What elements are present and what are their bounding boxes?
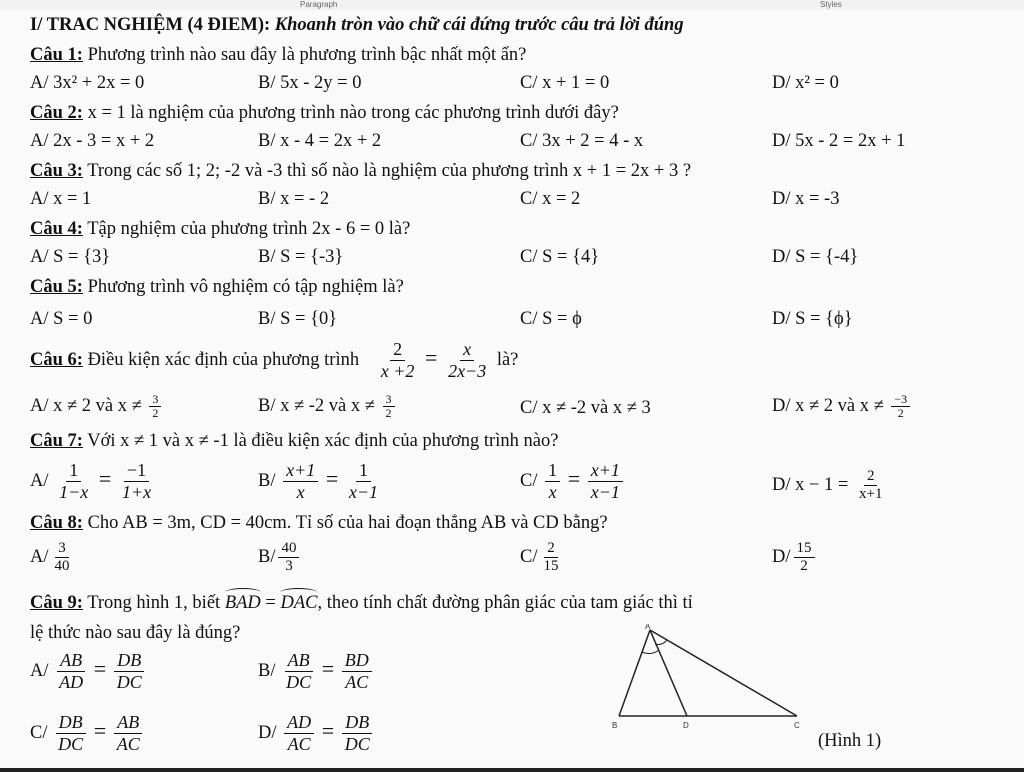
q3-option-d[interactable]: D/ x = -3 xyxy=(772,189,840,209)
q3-option-c[interactable]: C/ x = 2 xyxy=(520,189,581,209)
question-2-text: x = 1 là nghiệm của phương trình nào trong các phương trình dưới đây? xyxy=(87,103,619,123)
q4-option-d[interactable]: D/ S = {-4} xyxy=(772,247,859,267)
q6-option-d-text: D/ x ≠ 2 và x ≠ xyxy=(772,395,884,416)
question-9-text-post: , theo tính chất đường phân giác của tam giác thì tỉ xyxy=(317,593,693,613)
segment-ac xyxy=(650,630,797,716)
question-9-label: Câu 9: xyxy=(30,593,83,613)
ribbon-bar xyxy=(0,0,1024,10)
q6-option-b-text: B/ x ≠ -2 và x ≠ xyxy=(258,395,375,416)
heading-instruction: Khoanh tròn vào chữ cái đứng trước câu trả lời đúng xyxy=(274,15,684,35)
q5-option-a[interactable]: A/ S = 0 xyxy=(30,309,93,329)
q6-lhs-numerator: 2 xyxy=(390,339,405,361)
question-1-text: Phương trình nào sau đây là phương trình bậc nhất một ẩn? xyxy=(87,45,527,65)
triangle-figure xyxy=(605,624,825,734)
q7-option-a[interactable]: A/ $\frac{1}{1-x}$ = $\frac{-1}{1+x}$ xyxy=(30,460,152,502)
question-6-text: Điều kiện xác định của phương trình xyxy=(87,350,360,370)
question-5 xyxy=(30,276,404,298)
q4-option-c[interactable]: C/ S = {4} xyxy=(520,247,600,267)
question-2-label: Câu 2: xyxy=(30,103,83,123)
heading-prefix: I/ TRAC NGHIỆM (4 ĐIEM): xyxy=(30,15,271,35)
q6-lhs-denominator: x +2 xyxy=(380,361,415,382)
q1-option-c[interactable]: C/ x + 1 = 0 xyxy=(520,73,610,93)
q2-option-b[interactable]: B/ x - 4 = 2x + 2 xyxy=(258,131,382,151)
question-4 xyxy=(30,218,410,240)
q1-option-a[interactable]: A/ 3x² + 2x = 0 xyxy=(30,73,145,93)
q7-option-c[interactable]: C/ $\frac{1}{x}$ = $\frac{x+1}{x-1}$ xyxy=(520,460,626,503)
vertex-b-label: B xyxy=(612,721,618,730)
vertex-a-label: A xyxy=(645,624,651,631)
ribbon-paragraph-label: Paragraph xyxy=(300,0,338,9)
q1-option-d[interactable]: D/ x² = 0 xyxy=(772,73,839,93)
question-7 xyxy=(30,430,558,452)
question-9-text-pre: Trong hình 1, biết xyxy=(87,593,221,613)
question-9-line-2: lệ thức nào sau đây là đúng? xyxy=(30,623,241,643)
question-3-text: Trong các số 1; 2; -2 và -3 thì số nào là nghiệm của phương trình x + 1 = 2x + 3 ? xyxy=(87,161,692,181)
q8-option-a[interactable]: A/ $\frac{3}{40}$ xyxy=(30,540,70,574)
angle-arc-dac xyxy=(655,640,667,645)
q2-option-c[interactable]: C/ 3x + 2 = 4 - x xyxy=(520,131,644,151)
question-6: Câu 6: Điều kiện xác định của phương trình $\frac{2}{x +2}$ = $\frac{x}{2x-3}$ là? xyxy=(30,339,519,382)
question-8-text: Cho AB = 3m, CD = 40cm. Tỉ số của hai đoạn thẳng AB và CD bằng? xyxy=(87,513,608,533)
segment-ab xyxy=(619,630,650,716)
q6-option-d[interactable] xyxy=(772,393,913,420)
angle-bad: BAD xyxy=(224,593,261,613)
q1-option-b[interactable]: B/ 5x - 2y = 0 xyxy=(258,73,362,93)
question-7-text: Với x ≠ 1 và x ≠ -1 là điều kiện xác định của phương trình nào? xyxy=(87,431,559,451)
q5-option-b[interactable]: B/ S = {0} xyxy=(258,309,338,329)
question-8-label: Câu 8: xyxy=(30,513,83,533)
section-heading xyxy=(30,14,684,36)
question-4-text: Tập nghiệm của phương trình 2x - 6 = 0 là? xyxy=(87,219,411,239)
q9-option-d[interactable]: D/ $\frac{AD}{AC}$ = $\frac{DB}{DC}$ xyxy=(258,712,376,755)
ribbon-styles-label: Styles xyxy=(820,0,842,9)
q6-rhs-denominator: 2x−3 xyxy=(448,361,487,382)
question-3-label: Câu 3: xyxy=(30,161,83,181)
bottom-edge-bar xyxy=(0,768,1024,772)
q8-option-c[interactable]: C/ $\frac{2}{15}$ xyxy=(520,540,559,574)
q6-equation-lhs xyxy=(378,339,418,382)
angle-arc-bad xyxy=(642,650,659,654)
question-5-text: Phương trình vô nghiệm có tập nghiệm là? xyxy=(87,277,404,297)
question-6-label: Câu 6: xyxy=(30,350,83,370)
question-4-label: Câu 4: xyxy=(30,219,83,239)
q6-option-a-fraction: $\frac{3}{2}$ xyxy=(149,393,161,420)
q2-option-d[interactable]: D/ 5x - 2 = 2x + 1 xyxy=(772,131,906,151)
angle-equals: = xyxy=(265,593,276,613)
figure-caption: (Hình 1) xyxy=(818,731,882,751)
segment-ad xyxy=(650,630,687,716)
q9-option-a[interactable]: A/ $\frac{AB}{AD}$ = $\frac{DB}{DC}$ xyxy=(30,650,148,693)
q6-option-c[interactable]: C/ x ≠ -2 và x ≠ 3 xyxy=(520,398,651,418)
q5-option-d[interactable]: D/ S = {ϕ} xyxy=(772,309,853,329)
q4-option-b[interactable]: B/ S = {-3} xyxy=(258,247,344,267)
question-3 xyxy=(30,160,691,182)
question-8 xyxy=(30,512,608,534)
vertex-d-label: D xyxy=(683,721,689,730)
question-5-label: Câu 5: xyxy=(30,277,83,297)
q6-option-a-text: A/ x ≠ 2 và x ≠ xyxy=(30,395,142,416)
q7-option-b[interactable]: B/ $\frac{x+1}{x}$ = $\frac{1}{x-1}$ xyxy=(258,460,379,502)
question-2 xyxy=(30,102,619,124)
question-9 xyxy=(30,592,693,614)
angle-dac: DAC xyxy=(280,593,318,613)
question-1 xyxy=(30,44,526,66)
question-1-label: Câu 1: xyxy=(30,45,83,65)
document-page xyxy=(0,10,1024,768)
q6-option-b[interactable] xyxy=(258,393,398,420)
q6-option-a[interactable] xyxy=(30,393,164,420)
q6-rhs-numerator: x xyxy=(460,339,474,361)
question-6-tail: là? xyxy=(496,350,519,370)
vertex-c-label: C xyxy=(794,721,800,730)
q9-option-c[interactable]: C/ $\frac{DB}{DC}$ = $\frac{AB}{AC}$ xyxy=(30,712,146,755)
q3-option-b[interactable]: B/ x = - 2 xyxy=(258,189,330,209)
q4-option-a[interactable]: A/ S = {3} xyxy=(30,247,111,267)
q8-option-b[interactable]: B/ $\frac{40}{3}$ xyxy=(258,540,302,575)
q7-option-d[interactable]: D/ x − 1 = $\frac{2}{x+1}$ xyxy=(772,468,883,502)
q8-option-d[interactable]: D/ $\frac{15}{2}$ xyxy=(772,540,818,575)
q6-equation-rhs xyxy=(445,339,489,382)
q9-option-b[interactable]: B/ $\frac{AB}{DC}$ = $\frac{BD}{AC}$ xyxy=(258,650,375,693)
q6-option-d-fraction: $\frac{-3}{2}$ xyxy=(891,393,910,420)
q5-option-c[interactable]: C/ S = ϕ xyxy=(520,309,582,329)
q2-option-a[interactable]: A/ 2x - 3 = x + 2 xyxy=(30,131,155,151)
question-7-label: Câu 7: xyxy=(30,431,83,451)
q6-option-b-fraction: $\frac{3}{2}$ xyxy=(383,393,395,420)
q3-option-a[interactable]: A/ x = 1 xyxy=(30,189,92,209)
